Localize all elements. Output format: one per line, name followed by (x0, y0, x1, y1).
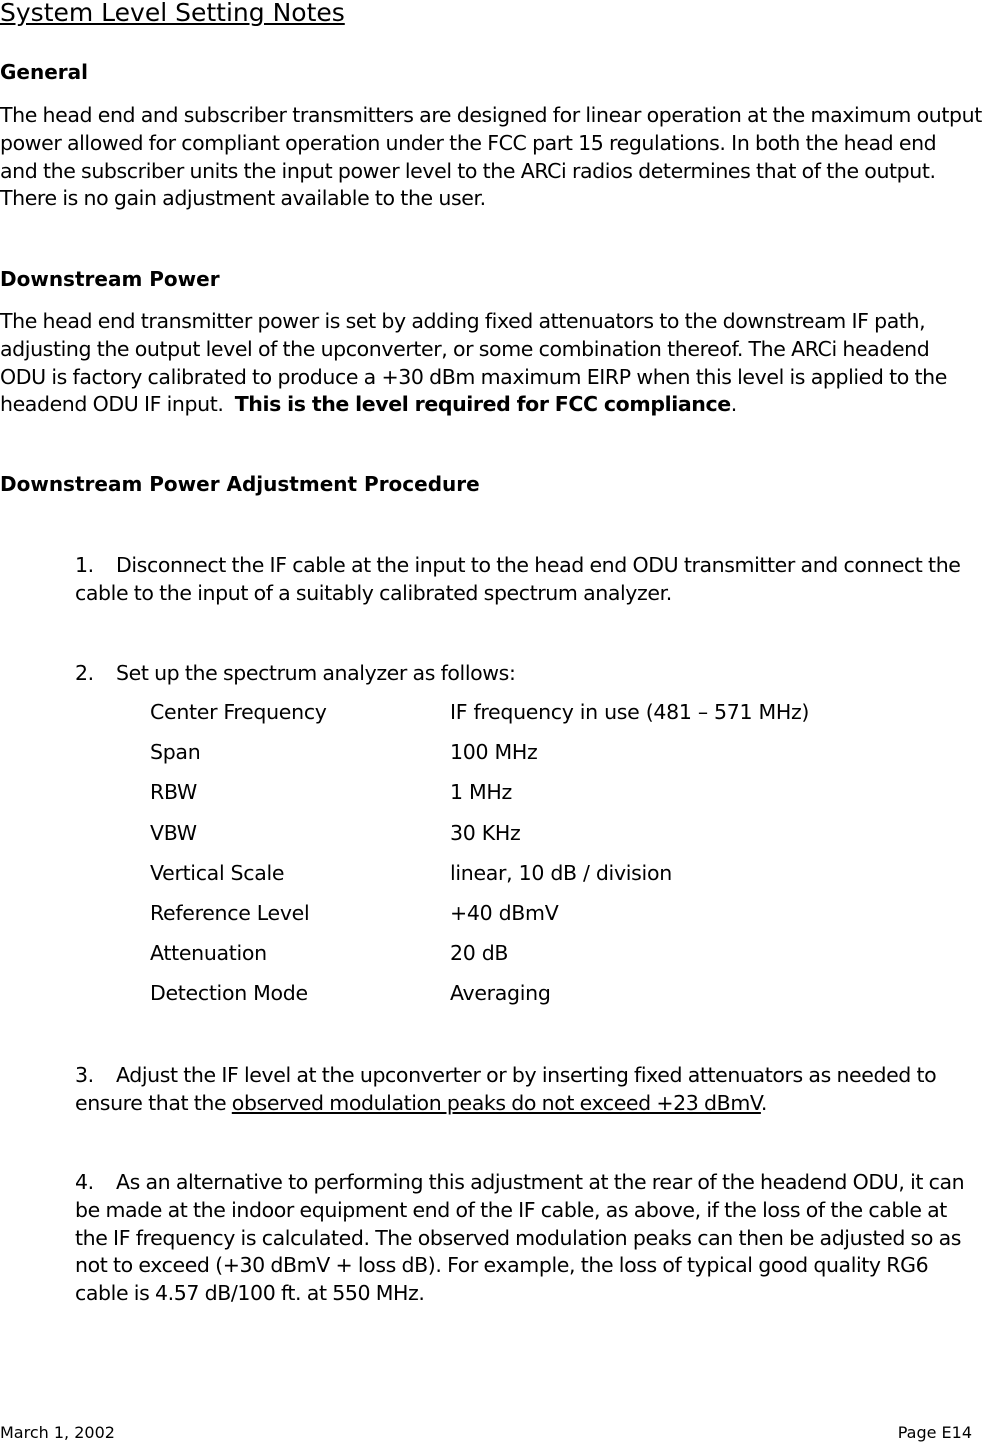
setting-value: 100 MHz (450, 740, 538, 765)
setting-value: +40 dBmV (450, 900, 559, 925)
setting-value: 20 dB (450, 941, 509, 966)
step-number: 3. (75, 1063, 94, 1087)
setting-value: linear, 10 dB / division (450, 860, 672, 885)
setting-label: Span (150, 740, 201, 765)
procedure-step-1 (75, 552, 1000, 608)
setting-label: VBW (150, 820, 197, 845)
paragraph-line: adjusting the output level of the upconverter, or some combination thereof. The ARCi headend (0, 336, 930, 361)
setting-row (150, 901, 950, 941)
setting-label: Attenuation (150, 941, 267, 966)
setting-value: IF frequency in use (481 – 571 MHz) (450, 700, 810, 724)
setting-row (150, 780, 950, 820)
step-number: 4. (75, 1170, 94, 1194)
step-text: Disconnect the IF cable at the input to the head end ODU transmitter and connect the (116, 553, 961, 577)
paragraph-line (0, 391, 1004, 419)
setting-label: Vertical Scale (150, 860, 285, 885)
setting-label: Reference Level (150, 900, 310, 925)
step-text: . (760, 1090, 768, 1115)
footer-page-number: Page E14 (897, 1423, 972, 1442)
paragraph-line: There is no gain adjustment available to the user. (0, 186, 486, 211)
downstream-power-paragraph (0, 308, 1004, 419)
setting-row (150, 700, 950, 740)
paragraph-line: The head end transmitter power is set by adding fixed attenuators to the downstream IF path, (0, 309, 926, 333)
peak-limit-underlined: observed modulation peaks do not exceed +23 dBmV (231, 1090, 761, 1115)
step-text: Adjust the IF level at the upconverter or by inserting fixed attenuators as needed to (116, 1063, 937, 1087)
setting-label: RBW (150, 780, 197, 805)
step-line (75, 660, 1000, 688)
setting-row (150, 821, 950, 861)
step-line: cable is 4.57 dB/100 ft. at 550 MHz. (75, 1281, 425, 1306)
line-text: . (730, 392, 737, 417)
procedure-heading: Downstream Power Adjustment Procedure (0, 472, 480, 496)
step-number: 1. (75, 553, 94, 577)
setting-value: 30 KHz (450, 820, 521, 845)
step-line (75, 1062, 1000, 1090)
setting-row (150, 740, 950, 780)
procedure-step-4 (75, 1169, 1000, 1308)
step-text: Set up the spectrum analyzer as follows: (116, 661, 516, 685)
setting-row (150, 981, 950, 1021)
footer-date: March 1, 2002 (0, 1423, 115, 1442)
step-line (75, 552, 1000, 580)
step-line: cable to the input of a suitably calibrated spectrum analyzer. (75, 580, 672, 605)
step-text: As an alternative to performing this adjustment at the rear of the headend ODU, it can (116, 1170, 965, 1194)
paragraph-line: and the subscriber units the input power level to the ARCi radios determines that of the output. (0, 158, 936, 183)
step-line: be made at the indoor equipment end of the IF cable, as above, if the loss of the cable at (75, 1197, 947, 1222)
step-line: not to exceed (+30 dBmV + loss dB). For example, the loss of typical good quality RG6 (75, 1253, 929, 1278)
step-text: ensure that the (75, 1090, 232, 1115)
step-line: the IF frequency is calculated. The observed modulation peaks can then be adjusted so as (75, 1225, 962, 1250)
procedure-step-3 (75, 1062, 1000, 1118)
step-line (75, 1169, 1000, 1197)
procedure-step-2 (75, 660, 1000, 688)
fcc-compliance-emphasis: This is the level required for FCC compliance (234, 392, 731, 417)
setting-value: Averaging (450, 981, 551, 1006)
step-number: 2. (75, 661, 94, 685)
setting-row (150, 941, 950, 981)
paragraph-line: power allowed for compliant operation under the FCC part 15 regulations. In both the head end (0, 130, 937, 155)
downstream-power-heading: Downstream Power (0, 267, 220, 291)
paragraph-line: The head end and subscriber transmitters are designed for linear operation at the maximum output (0, 103, 982, 127)
setting-label: Detection Mode (150, 981, 308, 1006)
page-title: System Level Setting Notes (0, 0, 345, 27)
general-paragraph (0, 102, 1004, 213)
step-line (75, 1090, 1000, 1118)
analyzer-settings-table (150, 700, 950, 1022)
general-heading: General (0, 60, 88, 84)
setting-row (150, 861, 950, 901)
setting-value: 1 MHz (450, 780, 512, 805)
line-text: headend ODU IF input. (0, 392, 235, 417)
setting-label: Center Frequency (150, 700, 327, 724)
paragraph-line: ODU is factory calibrated to produce a +30 dBm maximum EIRP when this level is applied to the (0, 364, 947, 389)
